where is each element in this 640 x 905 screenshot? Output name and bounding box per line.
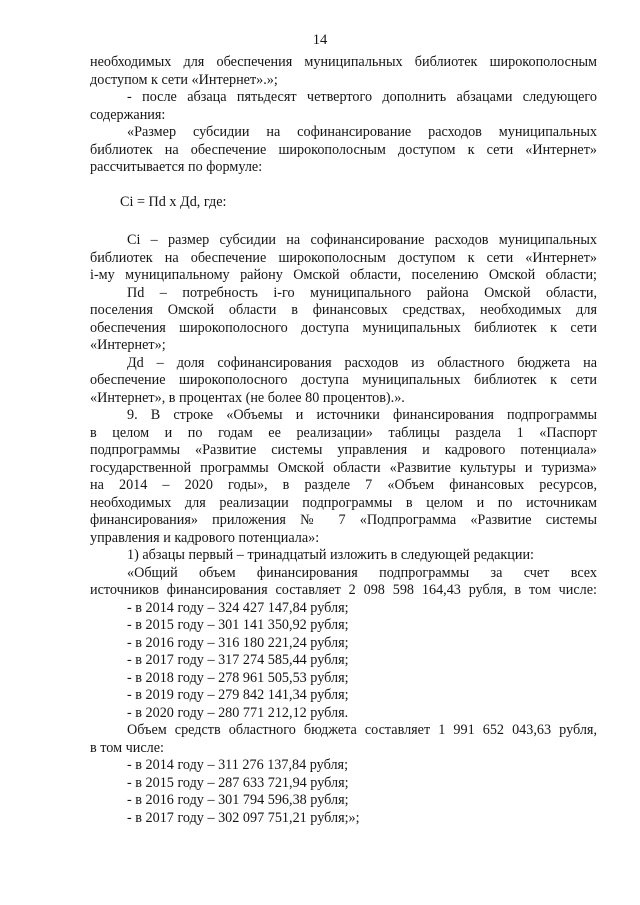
text-line: в целом и по годам ее реализации» таблицы раздела 1 «Паспорт [90,424,597,441]
document-body [90,54,597,827]
list-item: - в 2016 году – 301 794 596,38 рубля; [127,792,349,808]
text-line: поселения Омской области в финансовых средствах, необходимых для [90,302,597,318]
text-line: «Размер субсидии на софинансирование расходов муниципальных [127,124,597,140]
text-line: доступом к сети «Интернет».»; [90,71,278,88]
text-line: «Интернет», в процентах (не более 80 процентов).». [90,389,405,406]
text-line: Объем средств областного бюджета составляет 1 991 652 043,63 рубля, [127,722,597,738]
text-line: обеспечение широкополосного доступа муниципальных библиотек к сети [90,372,597,388]
list-item: - в 2017 году – 302 097 751,21 рубля;»; [127,809,360,826]
text-line: источников финансирования составляет 2 098 598 164,43 рубля, в том числе: [90,582,597,598]
list-item: - в 2017 году – 317 274 585,44 рубля; [127,652,349,668]
text-line: необходимых для реализации подпрограммы в целом и по источникам [90,494,597,511]
text-line: рассчитывается по формуле: [90,159,263,175]
text-line: 9. В строке «Объемы и источники финансирования подпрограммы [127,407,597,423]
text-line: i-му муниципальному району Омской области, поселению Омской области; [90,267,597,283]
text-line: 1) абзацы первый – тринадцатый изложить в следующей редакции: [127,547,534,563]
page-number: 14 [312,32,328,48]
text-line: содержания: [90,106,166,123]
text-line: библиотек на обеспечение широкополосным доступом к сети «Интернет» [90,141,597,158]
text-line: управления и кадрового потенциала»: [90,529,320,546]
text-line: - после абзаца пятьдесят четвертого дополнить абзацами следующего [127,89,597,105]
text-line: «Общий объем финансирования подпрограммы за счет всех [127,564,597,581]
list-item: - в 2019 году – 279 842 141,34 рубля; [127,687,349,703]
text-line: государственной программы Омской области «Развитие культуры и туризма» [90,459,597,476]
text-line: подпрограммы «Развитие системы управления и кадрового потенциала» [90,442,597,458]
text-line: в том числе: [90,739,164,756]
text-line: Пd – потребность i-го муниципального района Омской области, [127,284,597,301]
text-line: Дd – доля софинансирования расходов из областного бюджета на [127,354,597,371]
list-item: - в 2015 году – 287 633 721,94 рубля; [127,774,349,791]
text-line: финансирования» приложения № 7 «Подпрограмма «Развитие системы [90,512,597,528]
text-line: необходимых для обеспечения муниципальных библиотек широкополосным [90,54,597,70]
text-line: Ci – размер субсидии на софинансирование расходов муниципальных [127,232,597,248]
list-item: - в 2014 году – 324 427 147,84 рубля; [127,599,349,616]
list-item: - в 2015 году – 301 141 350,92 рубля; [127,617,349,633]
list-item: - в 2020 году – 280 771 212,12 рубля. [127,704,349,721]
text-line: обеспечения широкополосного доступа муниципальных библиотек к сети [90,319,597,336]
text-line: на 2014 – 2020 годы», в разделе 7 «Объем финансовых ресурсов, [90,477,597,493]
text-line: «Интернет»; [90,337,166,353]
text-line: библиотек на обеспечение широкополосным доступом к сети «Интернет» [90,249,597,266]
list-item: - в 2014 году – 311 276 137,84 рубля; [127,757,349,773]
list-item: - в 2016 году – 316 180 221,24 рубля; [127,634,349,651]
list-item: - в 2018 году – 278 961 505,53 рубля; [127,669,349,686]
formula-line: Ci = Пd x Дd, где: [120,193,227,210]
